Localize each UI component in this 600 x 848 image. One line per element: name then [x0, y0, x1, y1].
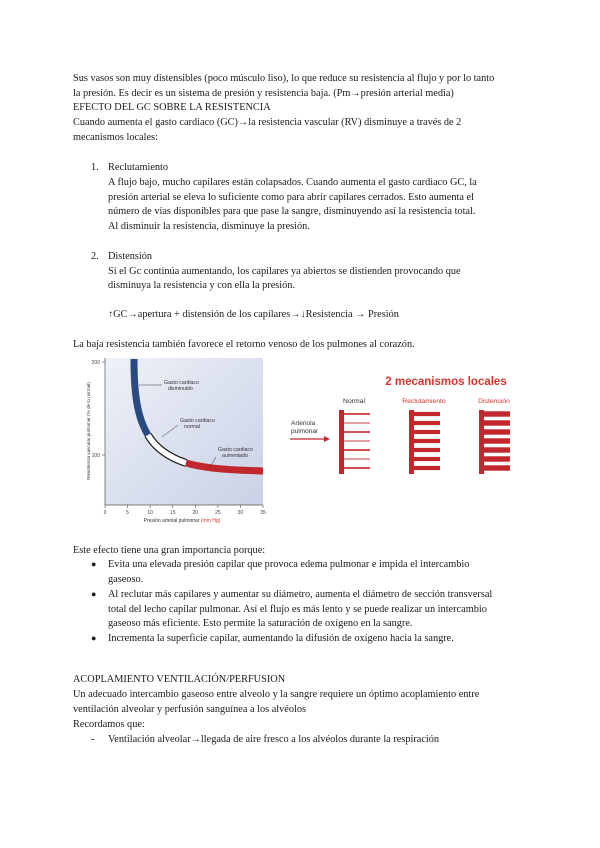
x-tick-label: 15 [169, 510, 176, 516]
bullet-line: gaseoso. [108, 574, 144, 585]
label-low-1: Gasto cardiaco [164, 380, 199, 386]
mechanism-line: A flujo bajo, mucho capilares están colapsados. Cuando aumenta el gasto cardiaco GC, la [108, 177, 477, 188]
capillary [414, 448, 440, 452]
vessel-trunk [339, 410, 344, 474]
capillary [344, 449, 370, 451]
bullet-line: Al reclutar más capilares y aumentar su diámetro, aumenta el diámetro de sección transversal [108, 589, 493, 600]
capillary [484, 420, 510, 425]
capillary [344, 459, 370, 460]
list-number: 1. [91, 162, 99, 173]
capillary [484, 411, 510, 416]
mechanism-line: disminuya la resistencia y con ella la presión. [108, 280, 296, 291]
arrow-head [324, 436, 330, 442]
x-tick-label: 25 [215, 510, 221, 516]
capillary [484, 465, 510, 470]
vessel-panels [339, 410, 510, 474]
vessel-trunk [479, 410, 484, 474]
section1-line-2: mecanismos locales: [73, 132, 158, 143]
x-axis-label [144, 518, 221, 524]
section2-line-2: ventilación alveolar y perfusión sanguínea a los alvéolos [73, 704, 307, 715]
label-high-2: aumentado [222, 453, 248, 459]
label-low-2: disminuido [168, 386, 193, 392]
vessel-trunk [409, 410, 414, 474]
x-tick-label: 0 [103, 510, 107, 516]
mechanism-title: Distensión [108, 251, 153, 262]
x-tick-label: 5 [126, 510, 129, 516]
capillary [414, 421, 440, 425]
mechanism-line: Al disminuir la resistencia, disminuye la presión. [108, 221, 310, 232]
bullet-line: Incrementa la superficie capilar, aumentando la difusión de oxígeno hacia la sangre. [108, 633, 454, 644]
x-axis-label-unit: (mm Hg) [200, 518, 221, 524]
bullet-line: gaseoso más eficiente. Esto permite la saturación de oxígeno en la sangre. [108, 618, 413, 629]
bullet-line: Evita una elevada presión capilar que provoca edema pulmonar e impida el intercambio [108, 559, 470, 570]
capillary [344, 467, 370, 469]
capillary [484, 438, 510, 443]
summary-line: ↑GC→apertura + distensión de los capilares→↓Resistencia → Presión [108, 309, 399, 320]
x-tick-label: 20 [192, 510, 199, 516]
bullet-dot: ● [91, 559, 97, 569]
section-heading-vq: ACOPLAMIENTO VENTILACIÓN/PERFUSION [73, 674, 286, 685]
mechanism-line: Si el Gc continúa aumentando, los capilares ya abiertos se distienden provocando que [108, 266, 461, 277]
mechanism-line: presión arterial se eleva lo suficiente como para abrir capilares cerrados. Esto aumenta el [108, 192, 474, 203]
x-tick-label: 10 [147, 510, 153, 516]
capillary [414, 466, 440, 470]
section-heading-gc: EFECTO DEL GC SOBRE LA RESISTENCIA [73, 102, 271, 113]
capillary [484, 456, 510, 461]
section1-line-1: Cuando aumenta el gasto cardiaco (GC)→la resistencia vascular (RV) disminuye a través de 2 [73, 117, 462, 128]
recall-line: Recordamos que: [73, 719, 145, 730]
panel-label-distension: Distensión [478, 398, 510, 405]
y-tick-label: 100 [91, 453, 100, 459]
arteriola-label-2: pulmonar [291, 428, 319, 435]
importance-intro: Este efecto tiene una gran importancia porque: [73, 545, 266, 556]
bullet-dot: ● [91, 589, 97, 599]
capillary [414, 430, 440, 434]
x-axis-label-main: Presión arterial pulmonar [143, 518, 201, 524]
capillary [414, 439, 440, 443]
y-axis-label: Resistencia vascular pulmonar (% de lo normal) [86, 382, 91, 480]
arteriola-label-1: Arteriola [291, 420, 316, 427]
label-normal-1: Gasto cardiaco [180, 418, 215, 424]
intro-line-2: la presión. Es decir es un sistema de presión y resistencia baja. (Pm→presión arterial media) [73, 88, 454, 99]
section2-line-1: Un adecuado intercambio gaseoso entre alveolo y la sangre requiere un óptimo acoplamiento entre [73, 689, 480, 700]
intro-line-1: Sus vasos son muy distensibles (poco músculo liso), lo que reduce su resistencia al flujo y por lo tanto [73, 73, 495, 84]
x-tick-label: 35 [260, 510, 266, 516]
capillary [344, 441, 370, 442]
label-normal-2: normal [184, 424, 200, 430]
dash-marker: - [91, 734, 95, 745]
capillary [344, 431, 370, 433]
dash-item: Ventilación alveolar→llegada de aire fresco a los alvéolos durante la respiración [108, 734, 440, 745]
y-tick-label: 200 [91, 360, 100, 366]
figure-title: 2 mecanismos locales [385, 376, 507, 388]
capillary [414, 412, 440, 416]
x-ticks [104, 505, 266, 516]
mechanism-title: Reclutamiento [108, 162, 169, 173]
bullet-line: total del lecho capilar pulmonar. Así el flujo es más lento y se puede realizar un intercambio [108, 604, 487, 615]
venous-return-line: La baja resistencia también favorece el retorno venoso de los pulmones al corazón. [73, 339, 415, 350]
label-high-1: Gasto cardiaco [218, 447, 253, 453]
capillary [344, 423, 370, 424]
capillary [344, 413, 370, 415]
x-tick-label: 30 [237, 510, 244, 516]
bullet-dot: ● [91, 633, 97, 643]
local-mechanisms-figure [286, 372, 531, 482]
panel-label-normal: Normal [343, 398, 365, 405]
capillary [484, 429, 510, 434]
resistance-pressure-figure [82, 355, 272, 527]
panel-label-reclutamiento: Reclutamiento [402, 398, 446, 405]
capillary [414, 457, 440, 461]
capillary [484, 447, 510, 452]
list-number: 2. [91, 251, 99, 262]
mechanism-line: número de vías disponibles para que pase la sangre, disminuyendo así la resistencia total. [108, 206, 476, 217]
